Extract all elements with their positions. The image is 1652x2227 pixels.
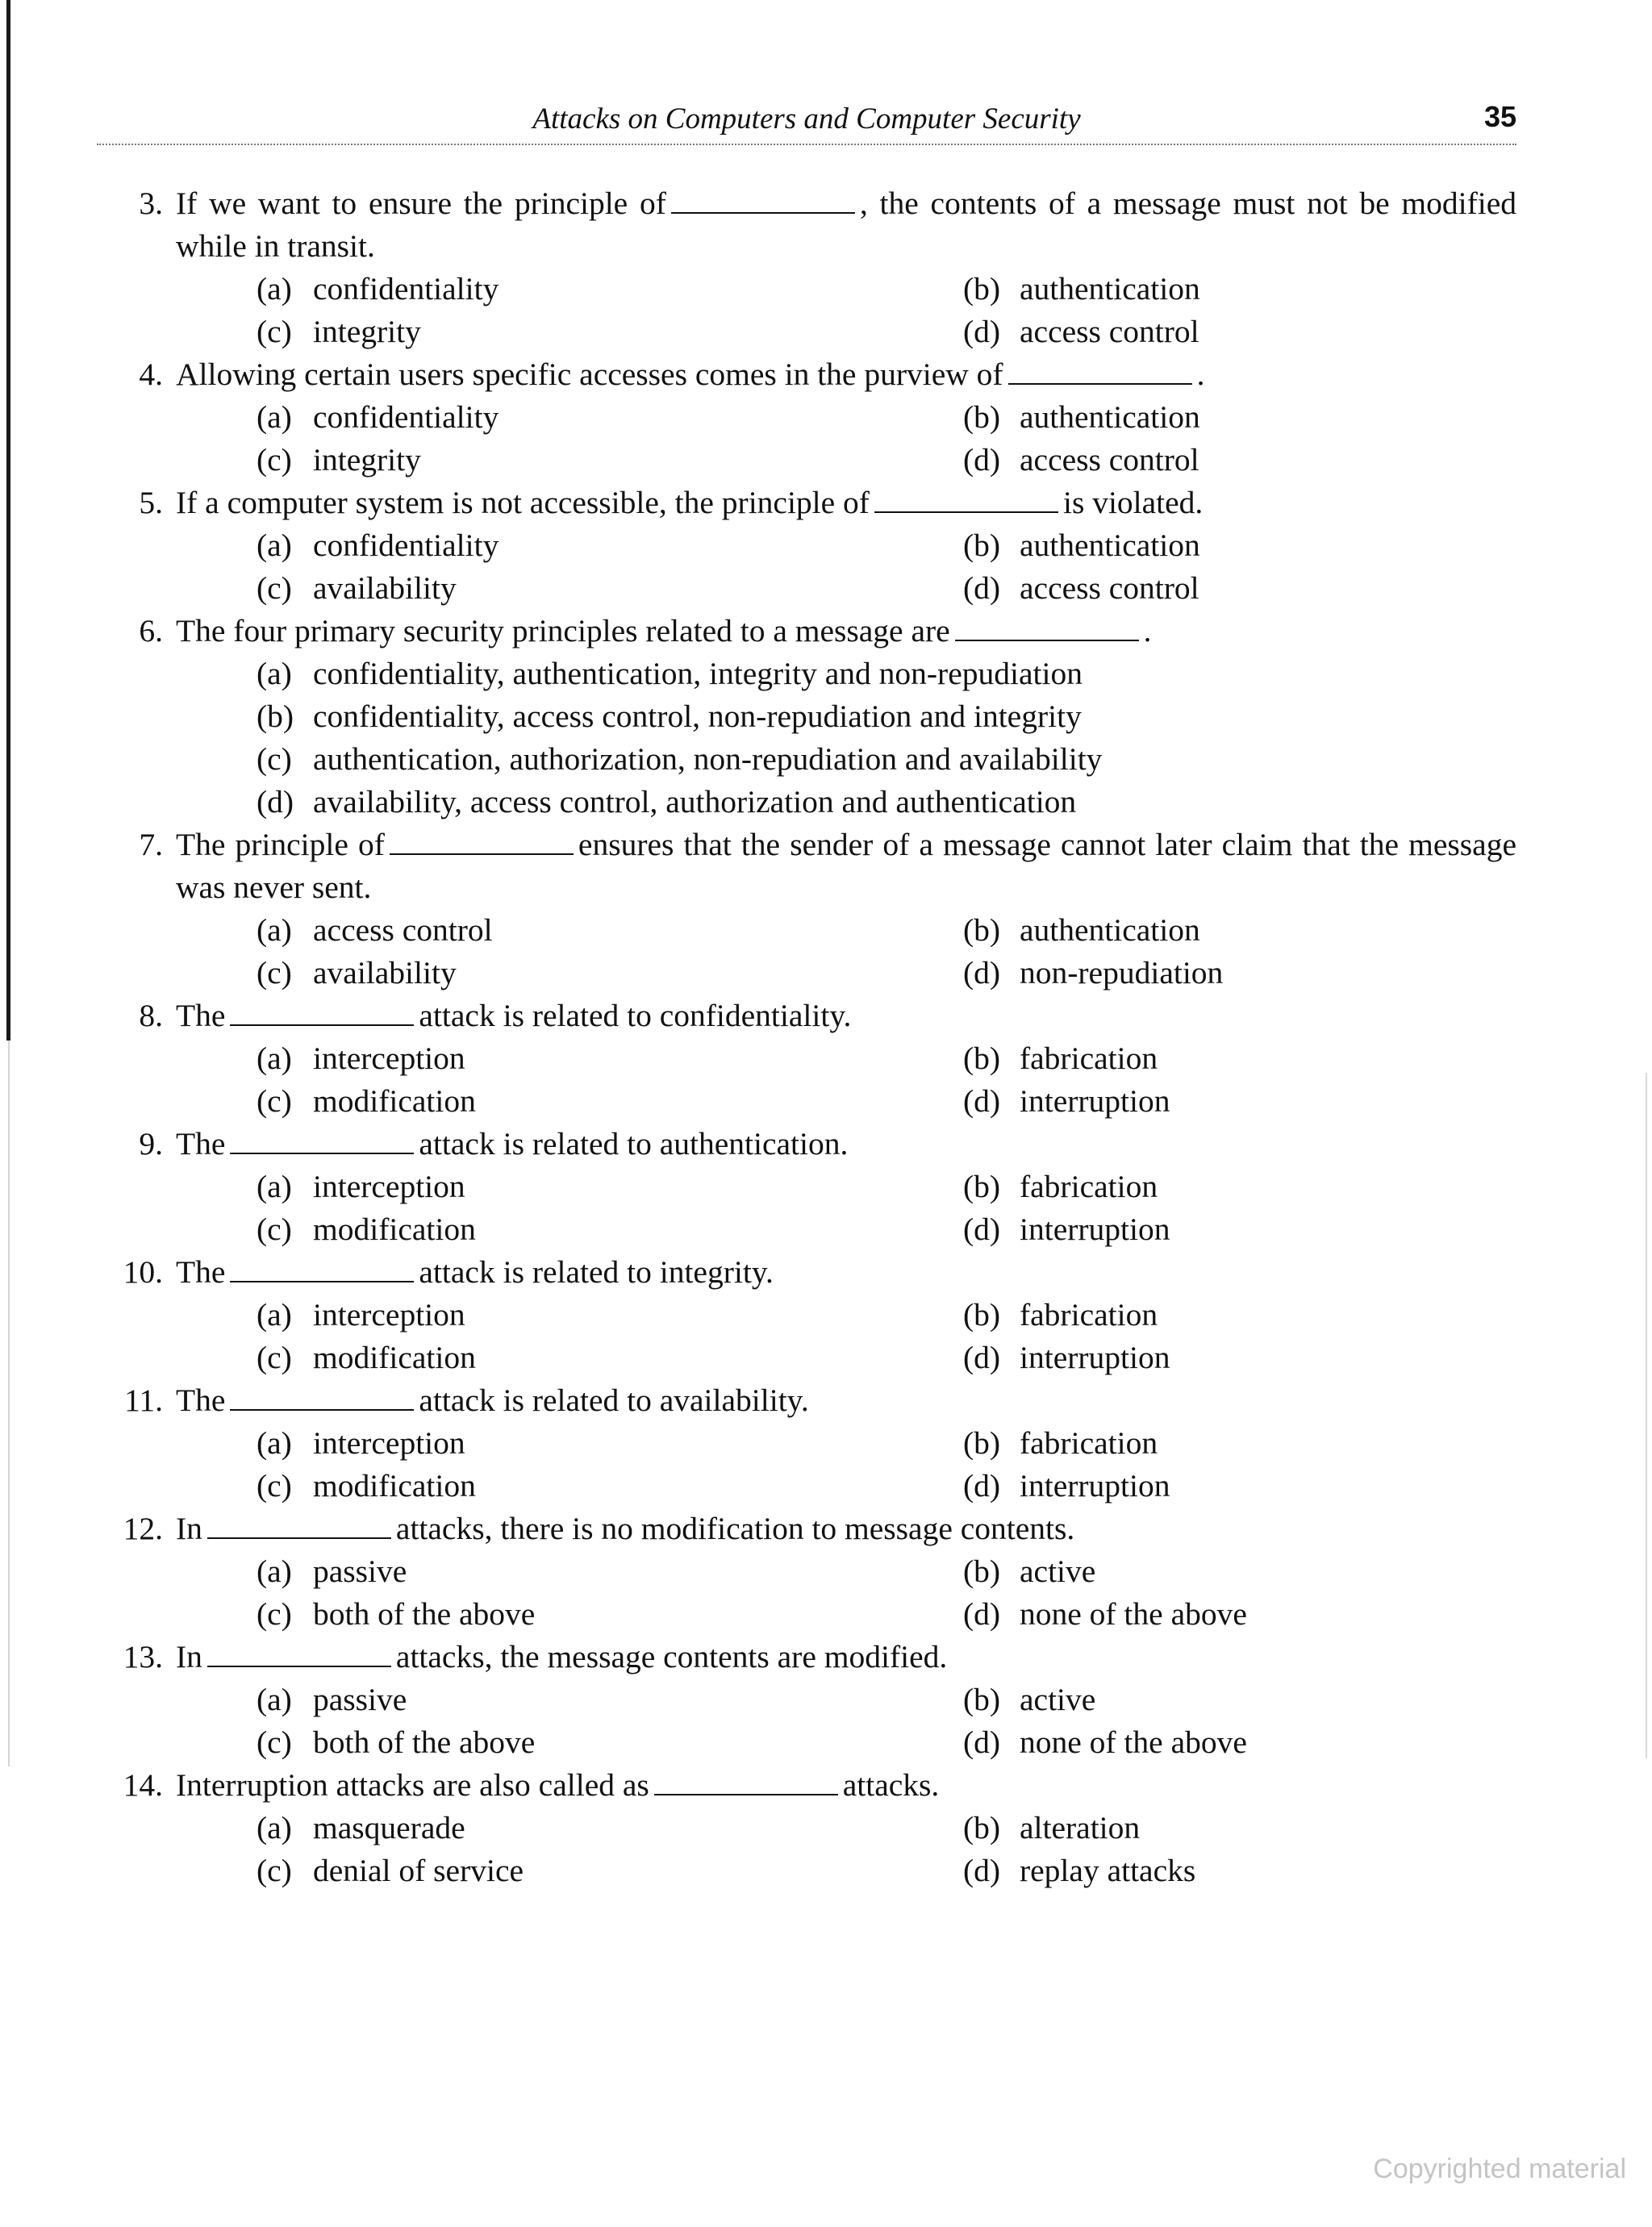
- page-binding-edge: [6, 0, 10, 1041]
- answer-option: [257, 567, 963, 610]
- option-label: (b): [963, 1425, 1001, 1461]
- option-text: interception: [313, 1041, 465, 1076]
- option-label: (c): [257, 570, 292, 606]
- question-text: [176, 1636, 1516, 1679]
- question-item: [113, 1251, 1516, 1379]
- option-label: (b): [963, 1553, 1001, 1589]
- answer-option: [963, 1422, 1516, 1465]
- option-label: (a): [257, 1041, 292, 1076]
- option-text: confidentiality, access control, non-repudiation and integrity: [313, 699, 1082, 734]
- copyright-watermark: Copyrighted material: [1373, 2154, 1626, 2184]
- option-grid: [176, 1422, 1516, 1508]
- question-text-after-blank: attack is related to availability.: [419, 1382, 809, 1418]
- option-label: (b): [963, 271, 1001, 307]
- question-item: [113, 482, 1516, 610]
- option-label: (c): [257, 1212, 292, 1247]
- answer-blank: [671, 186, 855, 214]
- question-text: [176, 353, 1516, 396]
- question-text-after-blank: attacks.: [842, 1767, 940, 1803]
- running-title: Attacks on Computers and Computer Security: [532, 102, 1081, 136]
- option-label: (d): [963, 1853, 1001, 1888]
- answer-option: [257, 1465, 963, 1508]
- answer-option: [257, 396, 963, 439]
- answer-option: [257, 909, 963, 952]
- page-edge-shadow: [1646, 1073, 1647, 1758]
- answer-option: [963, 1850, 1516, 1892]
- option-text: modification: [313, 1468, 476, 1503]
- option-label: (b): [963, 1297, 1001, 1332]
- option-label: (b): [963, 399, 1001, 435]
- option-text: authentication: [1020, 528, 1200, 563]
- option-label: (a): [257, 656, 292, 691]
- option-label: (c): [257, 1596, 292, 1632]
- option-text: access control: [1020, 314, 1199, 349]
- question-number: 14.: [123, 1767, 163, 1803]
- option-label: (a): [257, 1553, 292, 1589]
- option-text: both of the above: [313, 1724, 536, 1760]
- running-header: [97, 95, 1516, 145]
- answer-option: [963, 1337, 1516, 1379]
- option-label: (b): [963, 1169, 1001, 1204]
- option-grid: [176, 1294, 1516, 1379]
- option-label: (d): [963, 1083, 1001, 1119]
- option-label: (d): [963, 314, 1001, 349]
- page-binding-shadow: [8, 1041, 10, 1766]
- option-text: replay attacks: [1020, 1853, 1196, 1888]
- question-text-after-blank: attack is related to confidentiality.: [419, 998, 852, 1033]
- question-item: [113, 1636, 1516, 1764]
- answer-blank: [955, 614, 1139, 641]
- question-item: [113, 1379, 1516, 1508]
- answer-option: [963, 439, 1516, 482]
- question-text: [176, 482, 1516, 524]
- question-text: [176, 1764, 1516, 1807]
- answer-option: [257, 1080, 963, 1123]
- question-text-after-blank: .: [1196, 357, 1205, 392]
- option-label: (b): [963, 1682, 1001, 1717]
- answer-option: [257, 1679, 963, 1721]
- answer-option: [963, 1807, 1516, 1850]
- question-item: [113, 824, 1516, 995]
- answer-option: [257, 1721, 963, 1764]
- answer-blank: [230, 1255, 414, 1282]
- option-text: interruption: [1020, 1468, 1170, 1503]
- question-text: [176, 182, 1516, 268]
- question-text-before-blank: In: [176, 1639, 202, 1674]
- option-label: (a): [257, 1810, 292, 1845]
- option-label: (c): [257, 1340, 292, 1375]
- option-text: fabrication: [1020, 1169, 1158, 1204]
- option-label: (d): [963, 570, 1001, 606]
- question-text-before-blank: The: [176, 1126, 226, 1161]
- question-text: [176, 1251, 1516, 1294]
- option-label: (b): [963, 1810, 1001, 1845]
- answer-option: [257, 439, 963, 482]
- answer-option: [963, 1208, 1516, 1251]
- answer-option: [257, 1037, 963, 1080]
- answer-option: [963, 311, 1516, 353]
- option-label: (c): [257, 955, 292, 990]
- option-text: confidentiality, authentication, integrity and non-repudiation: [313, 656, 1083, 691]
- option-grid: [176, 396, 1516, 482]
- question-text: [176, 1508, 1516, 1550]
- question-item: [113, 182, 1516, 353]
- question-text-before-blank: The: [176, 1254, 226, 1290]
- question-text-after-blank: , the contents of a message must not be modified while in transit.: [176, 186, 1517, 264]
- option-label: (b): [963, 528, 1001, 563]
- option-text: modification: [313, 1340, 476, 1375]
- question-text-after-blank: attack is related to integrity.: [419, 1254, 774, 1290]
- question-text: [176, 610, 1516, 653]
- answer-option: [257, 1337, 963, 1379]
- option-text: active: [1020, 1553, 1096, 1589]
- option-label: (d): [963, 1340, 1001, 1375]
- option-text: non-repudiation: [1020, 955, 1224, 990]
- question-number: 7.: [139, 827, 163, 862]
- option-text: interception: [313, 1169, 465, 1204]
- option-text: availability, access control, authorization and authentication: [313, 784, 1077, 819]
- answer-blank: [230, 1127, 414, 1154]
- option-grid: [176, 1166, 1516, 1251]
- option-label: (d): [963, 955, 1001, 990]
- answer-option: [963, 396, 1516, 439]
- answer-option: [963, 1166, 1516, 1208]
- option-grid: [176, 653, 1516, 824]
- answer-option: [963, 1465, 1516, 1508]
- option-label: (d): [963, 1724, 1001, 1760]
- option-grid: [176, 1679, 1516, 1764]
- option-grid: [176, 1550, 1516, 1636]
- answer-blank: [207, 1512, 391, 1539]
- question-text-before-blank: Interruption attacks are also called as: [176, 1767, 649, 1803]
- option-label: (d): [257, 784, 294, 819]
- question-text-after-blank: attack is related to authentication.: [419, 1126, 849, 1161]
- option-text: none of the above: [1020, 1724, 1247, 1760]
- question-number: 6.: [139, 613, 163, 648]
- question-text-before-blank: The: [176, 1382, 226, 1418]
- question-text-before-blank: In: [176, 1511, 202, 1546]
- option-text: denial of service: [313, 1853, 524, 1888]
- option-text: both of the above: [313, 1596, 536, 1632]
- question-number: 10.: [123, 1254, 163, 1290]
- option-grid: [176, 1807, 1516, 1892]
- answer-option: [963, 909, 1516, 952]
- question-text-before-blank: If a computer system is not accessible, the principle of: [176, 485, 870, 520]
- answer-option: [257, 1166, 963, 1208]
- option-label: (a): [257, 912, 292, 948]
- question-text: [176, 1123, 1516, 1166]
- option-text: confidentiality: [313, 399, 499, 435]
- option-text: confidentiality: [313, 528, 499, 563]
- option-text: alteration: [1020, 1810, 1141, 1845]
- option-grid: [176, 909, 1516, 995]
- option-label: (a): [257, 528, 292, 563]
- option-text: confidentiality: [313, 271, 499, 307]
- page-number: 35: [1483, 100, 1516, 133]
- option-label: (d): [963, 442, 1001, 478]
- option-text: interruption: [1020, 1340, 1170, 1375]
- question-text-before-blank: The four primary security principles related to a message are: [176, 613, 950, 648]
- option-label: (b): [963, 912, 1001, 948]
- answer-option: [963, 1679, 1516, 1721]
- answer-blank: [207, 1640, 391, 1667]
- option-text: interception: [313, 1297, 465, 1332]
- option-grid: [176, 1037, 1516, 1123]
- answer-option: [257, 695, 1516, 738]
- question-text: [176, 824, 1516, 909]
- option-text: authentication, authorization, non-repudiation and availability: [313, 741, 1103, 777]
- answer-option: [963, 1037, 1516, 1080]
- answer-option: [963, 524, 1516, 567]
- answer-option: [963, 268, 1516, 311]
- question-text-after-blank: .: [1143, 613, 1152, 648]
- question-text-after-blank: ensures that the sender of a message cannot later claim that the message was never sent.: [176, 827, 1516, 905]
- option-label: (a): [257, 399, 292, 435]
- answer-option: [257, 1850, 963, 1892]
- option-text: authentication: [1020, 912, 1200, 948]
- option-text: access control: [1020, 570, 1199, 606]
- option-text: access control: [1020, 442, 1199, 478]
- option-label: (a): [257, 1169, 292, 1204]
- question-number: 4.: [139, 357, 163, 392]
- question-text-before-blank: The: [176, 998, 226, 1033]
- answer-blank: [874, 486, 1058, 513]
- question-item: [113, 995, 1516, 1123]
- option-label: (c): [257, 1468, 292, 1503]
- option-text: modification: [313, 1212, 476, 1247]
- option-text: fabrication: [1020, 1425, 1158, 1461]
- option-text: integrity: [313, 314, 421, 349]
- answer-option: [257, 1422, 963, 1465]
- option-grid: [176, 268, 1516, 353]
- option-label: (a): [257, 1425, 292, 1461]
- option-text: interception: [313, 1425, 465, 1461]
- option-text: authentication: [1020, 271, 1200, 307]
- question-number: 5.: [139, 485, 163, 520]
- question-text-before-blank: Allowing certain users specific accesses comes in the purview of: [176, 357, 1003, 392]
- answer-option: [257, 1294, 963, 1337]
- option-label: (d): [963, 1468, 1001, 1503]
- question-number: 9.: [139, 1126, 163, 1161]
- option-label: (c): [257, 1724, 292, 1760]
- option-label: (c): [257, 314, 292, 349]
- option-label: (b): [963, 1041, 1001, 1076]
- question-text-before-blank: If we want to ensure the principle of: [176, 186, 666, 221]
- question-number: 12.: [123, 1511, 163, 1546]
- option-label: (a): [257, 271, 292, 307]
- option-text: availability: [313, 570, 457, 606]
- question-item: [113, 353, 1516, 482]
- option-text: access control: [313, 912, 493, 948]
- option-text: availability: [313, 955, 457, 990]
- option-text: fabrication: [1020, 1297, 1158, 1332]
- answer-option: [257, 1550, 963, 1593]
- question-text-after-blank: is violated.: [1062, 485, 1204, 520]
- question-number: 8.: [139, 998, 163, 1033]
- answer-option: [963, 1721, 1516, 1764]
- option-text: interruption: [1020, 1212, 1170, 1247]
- question-item: [113, 610, 1516, 824]
- question-text: [176, 1379, 1516, 1422]
- answer-blank: [230, 999, 414, 1026]
- question-text: [176, 995, 1516, 1037]
- answer-option: [963, 1080, 1516, 1123]
- option-label: (b): [257, 699, 294, 734]
- option-text: integrity: [313, 442, 421, 478]
- answer-option: [963, 952, 1516, 995]
- option-text: fabrication: [1020, 1041, 1158, 1076]
- question-number: 11.: [124, 1382, 163, 1418]
- answer-option: [963, 1550, 1516, 1593]
- answer-option: [257, 268, 963, 311]
- question-number: 3.: [139, 186, 163, 221]
- answer-option: [257, 311, 963, 353]
- answer-blank: [654, 1768, 838, 1795]
- option-label: (c): [257, 442, 292, 478]
- option-label: (c): [257, 741, 292, 777]
- option-label: (a): [257, 1297, 292, 1332]
- answer-option: [257, 524, 963, 567]
- option-text: interruption: [1020, 1083, 1170, 1119]
- answer-option: [257, 1208, 963, 1251]
- option-text: passive: [313, 1682, 407, 1717]
- answer-option: [963, 1294, 1516, 1337]
- option-label: (d): [963, 1212, 1001, 1247]
- answer-option: [257, 738, 1516, 781]
- option-text: authentication: [1020, 399, 1200, 435]
- question-list: [113, 182, 1516, 1892]
- option-label: (a): [257, 1682, 292, 1717]
- option-label: (c): [257, 1853, 292, 1888]
- answer-blank: [230, 1383, 414, 1411]
- answer-option: [257, 1593, 963, 1636]
- question-number: 13.: [123, 1639, 163, 1674]
- answer-blank: [390, 828, 574, 855]
- answer-option: [257, 952, 963, 995]
- question-text-after-blank: attacks, the message contents are modified.: [395, 1639, 948, 1674]
- option-text: passive: [313, 1553, 407, 1589]
- question-item: [113, 1123, 1516, 1251]
- option-text: none of the above: [1020, 1596, 1247, 1632]
- answer-option: [257, 781, 1516, 824]
- question-item: [113, 1764, 1516, 1892]
- question-text-before-blank: The principle of: [176, 827, 385, 862]
- answer-option: [257, 653, 1516, 695]
- answer-option: [963, 1593, 1516, 1636]
- option-label: (d): [963, 1596, 1001, 1632]
- answer-option: [963, 567, 1516, 610]
- option-text: modification: [313, 1083, 476, 1119]
- answer-option: [257, 1807, 963, 1850]
- answer-blank: [1008, 357, 1192, 385]
- question-text-after-blank: attacks, there is no modification to message contents.: [395, 1511, 1075, 1546]
- option-text: masquerade: [313, 1810, 465, 1845]
- option-label: (c): [257, 1083, 292, 1119]
- option-text: active: [1020, 1682, 1096, 1717]
- option-grid: [176, 524, 1516, 610]
- question-item: [113, 1508, 1516, 1636]
